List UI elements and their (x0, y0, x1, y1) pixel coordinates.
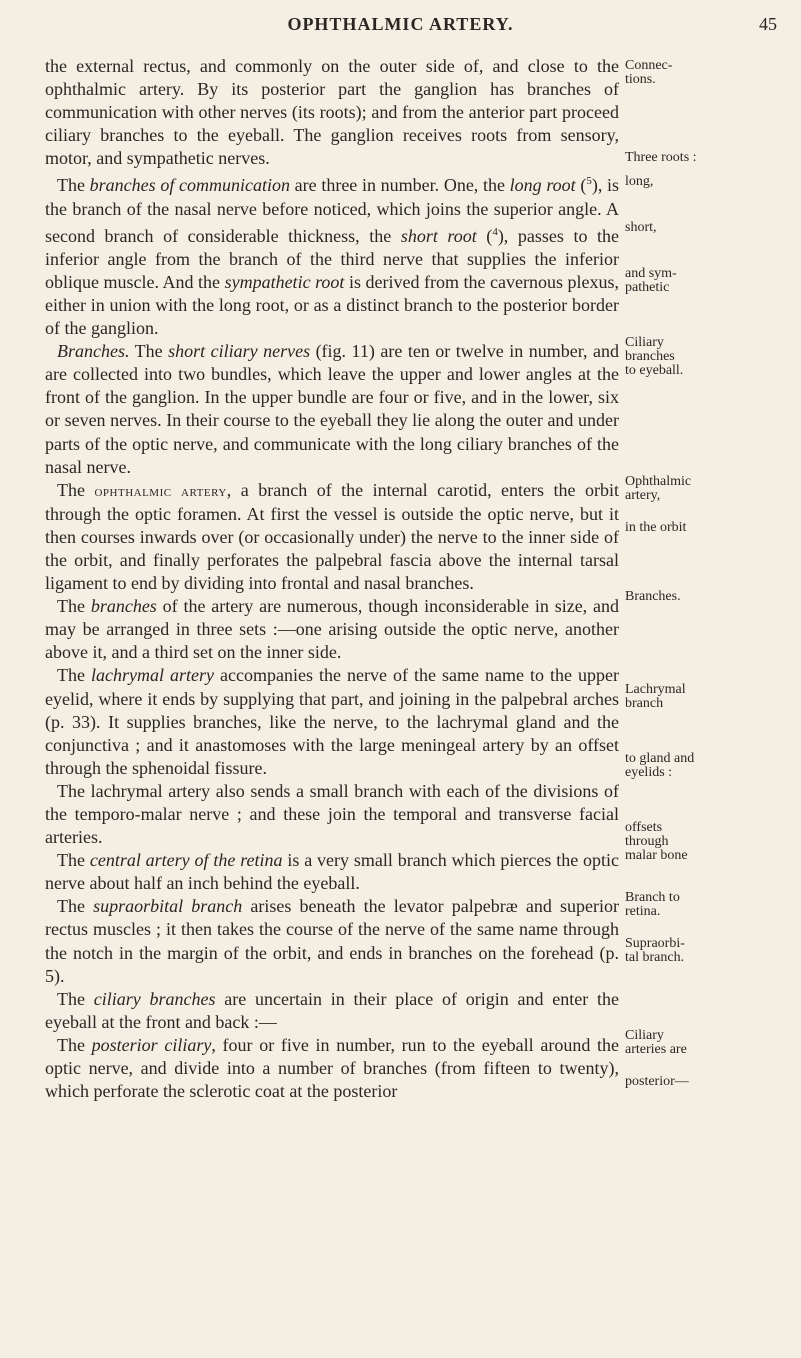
page-header (0, 8, 801, 42)
paragraph: The branches of communication are three in number. One, the long root ($^5$), is the branch of the nasal nerve before noticed, which joins the superior angle. A second branch of considerable thickness, the short root ($^4$), passes to the inferior angle from the branch of the third nerve that supplies the inferior oblique muscle. And the sympathetic root is derived from the cavernous plexus, either in union with the long root, or as a distinct branch to the posterior border of the ganglion. (45, 175, 620, 339)
margin-note (625, 683, 801, 711)
margin-note-line: Three roots : (625, 150, 697, 166)
margin-note (625, 937, 801, 965)
margin-note-line: Ophthalmic (625, 473, 692, 489)
margin-note-line: Lachrymal (625, 681, 686, 697)
margin-note (625, 336, 801, 378)
margin-note (625, 521, 801, 535)
margin-note-line: offsets (625, 820, 663, 836)
margin-note-line: Ciliary (625, 1028, 664, 1044)
margin-note (625, 821, 801, 863)
margin-note (625, 175, 801, 189)
paragraph: The posterior ciliary, four or five in number, run to the eyeball around the optic nerve, and divide into a number of branches (from fifteen to twenty), which perforate the sclerotic coat at the posterior (45, 1034, 620, 1102)
margin-note-line: artery, (625, 487, 661, 503)
paragraph: The ophthalmic artery, a branch of the internal carotid, enters the orbit through the optic foramen. At first the vessel is outside the optic nerve, but it then courses inwards over (or occasionally under) the nerve to the inner side of the orbit, and finally perforates the palpebral fascia above the internal tarsal ligament to end by dividing into frontal and nasal branches. (45, 479, 619, 594)
margin-note-line: in the orbit (625, 520, 687, 535)
paragraph: The branches of the artery are numerous, though inconsiderable in size, and may be arranged in three sets :—one arising outside the optic nerve, another above it, and a third set on the inner side. (45, 596, 620, 663)
margin-note-line: posterior— (625, 1074, 689, 1090)
margin-note-line: pathetic (625, 279, 670, 295)
margin-note-line: branches (625, 349, 675, 365)
paragraph: The central artery of the retina is a very small branch which pierces the optic nerve about half an inch behind the eyeball. (45, 850, 620, 894)
margin-note-line: Connec- (625, 58, 673, 73)
italic-term: lachrymal artery (91, 665, 214, 686)
margin-note (625, 151, 801, 165)
italic-term: short root (400, 225, 477, 246)
italic-term: short ciliary nerves (168, 341, 311, 362)
figure-ref: 5 (586, 175, 592, 188)
margin-note (625, 1029, 801, 1057)
margin-note-line: arteries are (625, 1042, 687, 1058)
margin-note-line: Ciliary (625, 335, 664, 351)
margin-note-line: tions. (625, 72, 656, 87)
paragraph: Branches. The short ciliary nerves (fig. 11) are ten or twelve in number, and are collected into two bundles, which leave the upper and lower angles at the front of the ganglion. In the upper bundle are four or five, and in the lower, six or seven nerves. In their course to the eyeball they lie along the outer and under parts of the optic nerve, and communicate with the long ciliary branches of the nasal nerve. (45, 341, 619, 477)
margin-note-line: and sym- (625, 265, 677, 281)
page-number: 45 (759, 14, 777, 34)
margin-note (625, 221, 801, 235)
small-caps-term: ophthalmic artery (94, 482, 227, 500)
margin-note-line: Branch to (625, 889, 680, 905)
margin-note-line: short, (625, 219, 657, 235)
margin-note (625, 590, 801, 604)
italic-term: branches of communication (89, 175, 290, 196)
italic-term: sympathetic root (224, 271, 345, 292)
margin-note-line: long, (625, 173, 654, 189)
margin-note (625, 891, 801, 919)
margin-note-line: malar bone (625, 848, 688, 864)
paragraph: The lachrymal artery also sends a small branch with each of the divisions of the temporo-malar nerve ; and these join the temporal and transverse facial arteries. (45, 780, 619, 848)
running-head: OPHTHALMIC ARTERY. (287, 14, 514, 34)
paragraph: The ciliary branches are uncertain in their place of origin and enter the eyeball at the front and back :— (45, 988, 619, 1032)
paragraph: The lachrymal artery accompanies the nerve of the same name to the upper eyelid, where it ends by supplying that part, and joining in the palpebral arches (p. 33). It supplies branches, like the nerve, to the lachrymal gland and the conjunctiva ; and it anastomoses with the large meningeal artery by an offset through the sphenoidal fissure. (45, 665, 619, 778)
margin-note (625, 475, 801, 503)
margin-note-line: Branches. (625, 589, 681, 605)
margin-note-line: to eyeball. (625, 363, 684, 379)
italic-term: central artery of the retina (89, 850, 283, 871)
italic-term: Branches. (57, 341, 130, 362)
margin-note-line: eyelids : (625, 765, 673, 780)
margin-note-line: branch (625, 695, 664, 711)
margin-note-line: through (625, 834, 669, 850)
margin-note (625, 59, 801, 87)
margin-note (625, 752, 801, 780)
paragraph: The supraorbital branch arises beneath the levator palpebræ and superior rectus muscles ; it then takes the course of the nerve of the same name through the notch in the margin of the orbit, and ends in branches on the forehead (p. 5). (45, 896, 619, 986)
margin-note (625, 267, 801, 295)
italic-term: supraorbital branch (93, 896, 243, 917)
margin-note-line: tal branch. (625, 949, 685, 965)
margin-note-line: to gland and (625, 751, 695, 766)
margin-note (625, 1075, 801, 1089)
figure-ref: 4 (492, 225, 498, 238)
italic-term: ciliary branches (93, 988, 216, 1009)
body-text (45, 55, 619, 1103)
margin-note-line: retina. (625, 903, 661, 919)
italic-term: long root (509, 175, 576, 196)
italic-term: branches (90, 596, 157, 617)
paragraph: the external rectus, and commonly on the outer side of, and close to the ophthalmic artery. By its posterior part the ganglion has branches of communication with other nerves (its roots); and from the anterior part proceed ciliary branches to the eyeball. The ganglion receives roots from sensory, motor, and sympathetic nerves. (45, 56, 619, 169)
italic-term: posterior ciliary (91, 1034, 212, 1055)
margin-note-line: Supraorbi- (625, 935, 685, 951)
